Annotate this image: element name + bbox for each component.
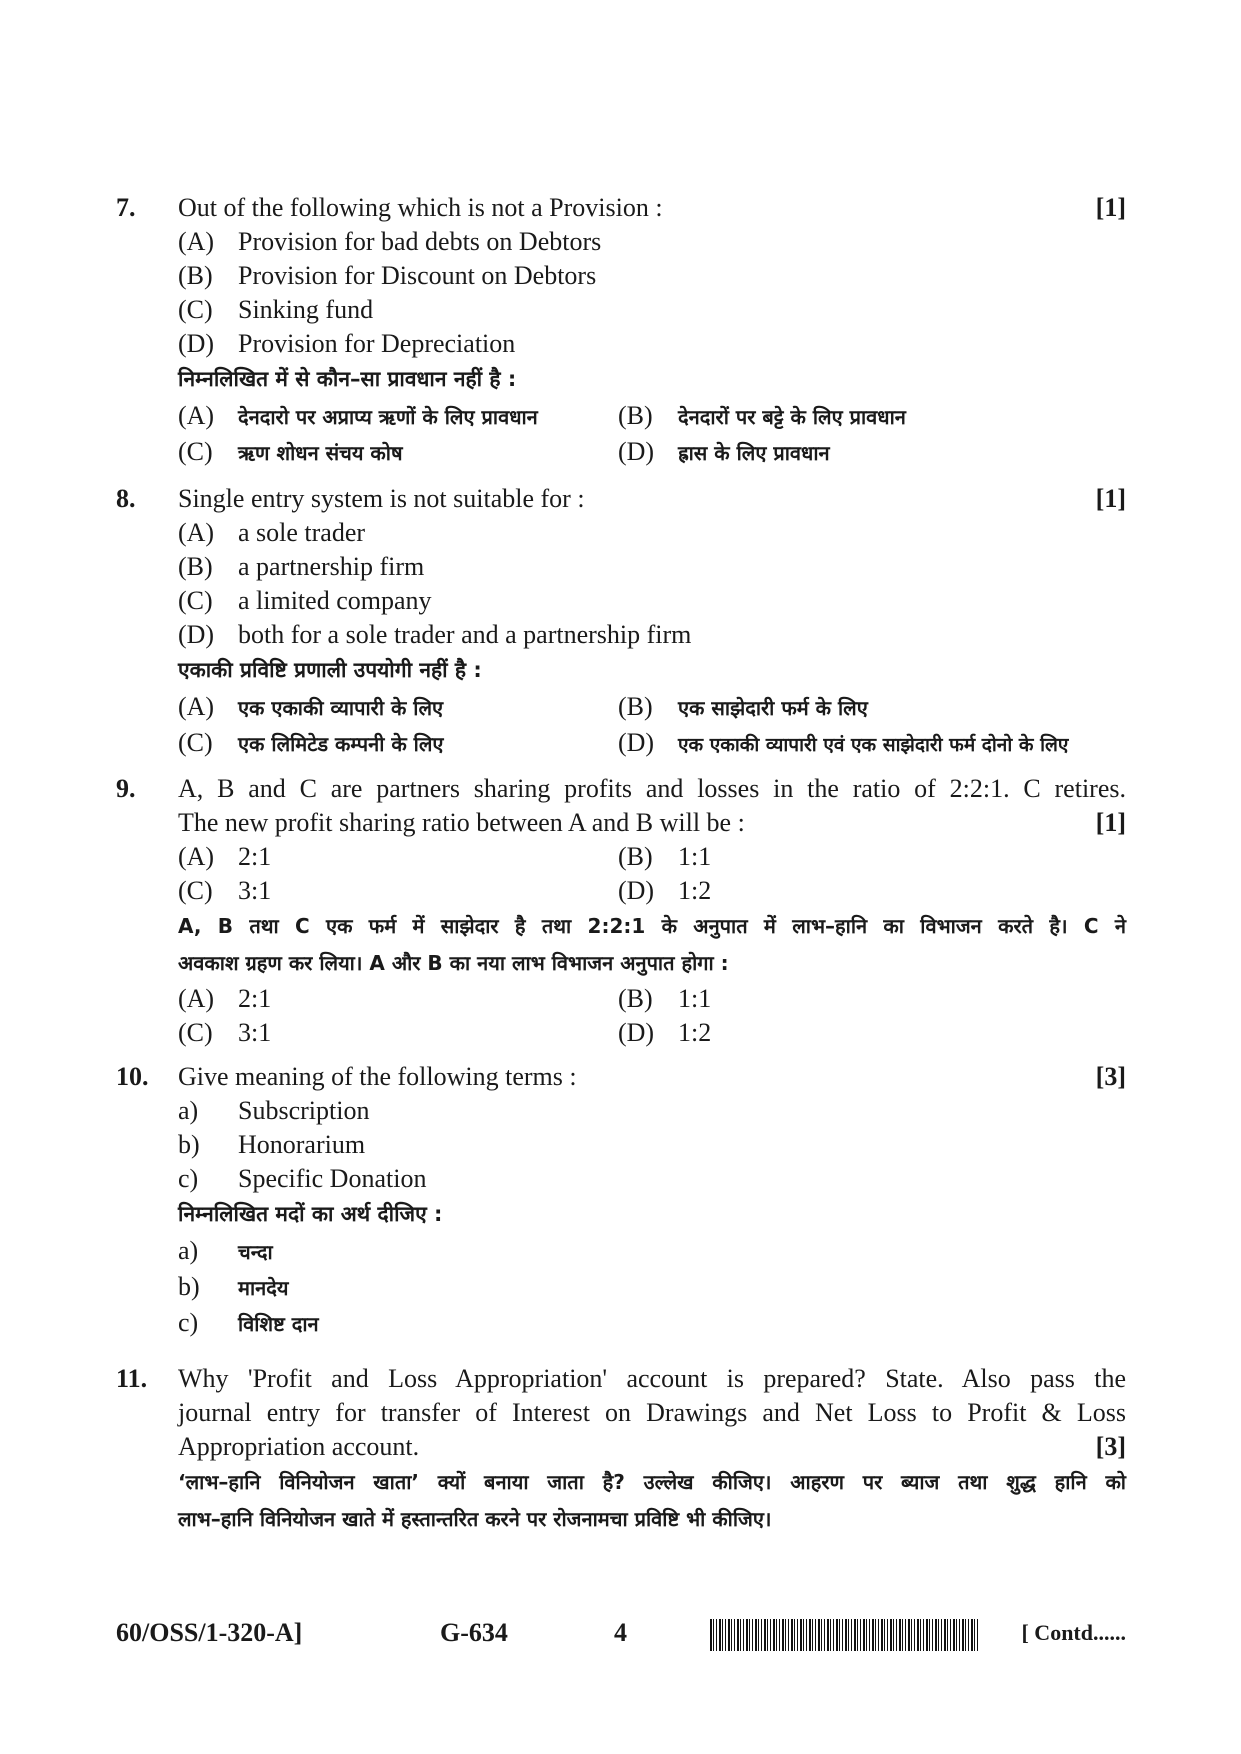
page-footer: [116, 1615, 1126, 1665]
hindi-option-row: (C) एक लिमिटेड कम्पनी के लिए (D) एक एकाकी व्यापारी एवं एक साझेदारी फर्म दोनो के लिए: [178, 728, 1069, 757]
list-item: c) Specific Donation: [178, 1164, 427, 1193]
question-number: 11.: [116, 1364, 148, 1393]
list-item: a) Subscription: [178, 1096, 370, 1125]
barcode-image: [710, 1619, 978, 1651]
option: (A) Provision for bad debts on Debtors: [178, 227, 602, 256]
question-text: Single entry system is not suitable for :: [178, 484, 585, 513]
series-code: G-634: [440, 1618, 508, 1647]
option: (A) a sole trader: [178, 518, 366, 547]
marks: [3]: [1095, 1432, 1126, 1461]
marks: [1]: [1095, 193, 1126, 222]
hindi-question-text: अवकाश ग्रहण कर लिया। A और B का नया लाभ विभाजन अनुपात होगा :: [178, 951, 729, 975]
question-text: Give meaning of the following terms :: [178, 1062, 577, 1091]
hindi-question-text: एकाकी प्रविष्टि प्रणाली उपयोगी नहीं है :: [178, 658, 482, 682]
hindi-option-row: (A) एक एकाकी व्यापारी के लिए (B) एक साझेदारी फर्म के लिए: [178, 692, 868, 721]
question-number: 9.: [116, 774, 136, 803]
hindi-list-item: c) विशिष्ट दान: [178, 1308, 319, 1337]
list-item: b) Honorarium: [178, 1130, 366, 1159]
question-10: [116, 1060, 1126, 1341]
marks: [3]: [1095, 1062, 1126, 1091]
hindi-option-row: (A) 2:1 (B) 1:1: [178, 984, 712, 1013]
hindi-list-item: a) चन्दा: [178, 1236, 273, 1265]
question-7: [116, 191, 1126, 470]
hindi-option-row: (C) ऋण शोधन संचय कोष (D) ह्रास के लिए प्रावधान: [178, 437, 830, 466]
hindi-option-row: (A) देनदारो पर अप्राप्य ऋणों के लिए प्रावधान (B) देनदारों पर बट्टे के लिए प्रावधान: [178, 401, 906, 430]
option: (B) Provision for Discount on Debtors: [178, 261, 597, 290]
question-text: Out of the following which is not a Provision :: [178, 193, 663, 222]
hindi-option-row: (C) 3:1 (D) 1:2: [178, 1018, 712, 1047]
hindi-list-item: b) मानदेय: [178, 1272, 289, 1301]
question-number: 10.: [116, 1062, 149, 1091]
hindi-question-text: A, B तथा C एक फर्म में साझेदार है तथा 2:2:1 के अनुपात में लाभ–हानि का विभाजन करते है। C ने: [178, 914, 1126, 938]
option: (C) Sinking fund: [178, 295, 374, 324]
question-9: [116, 772, 1126, 1050]
paper-code: 60/OSS/1-320-A]: [116, 1618, 303, 1647]
continued-label: [ Contd......: [1021, 1620, 1126, 1645]
question-text: Appropriation account.: [178, 1432, 420, 1461]
hindi-question-text: लाभ–हानि विनियोजन खाते में हस्तान्तरित करने पर रोजनामचा प्रविष्टि भी कीजिए।: [178, 1507, 772, 1531]
option: (D) both for a sole trader and a partnership firm: [178, 620, 692, 649]
option: (D) Provision for Depreciation: [178, 329, 516, 358]
question-8: [116, 482, 1126, 761]
question-text: journal entry for transfer of Interest on Drawings and Net Loss to Profit & Loss: [178, 1398, 1126, 1427]
page-number: 4: [614, 1618, 627, 1647]
question-11: [116, 1362, 1126, 1538]
marks: [1]: [1095, 808, 1126, 837]
option-row: (C) 3:1 (D) 1:2: [178, 876, 712, 905]
question-number: 8.: [116, 484, 136, 513]
question-text: Why 'Profit and Loss Appropriation' account is prepared? State. Also pass the: [178, 1364, 1126, 1393]
option: (B) a partnership firm: [178, 552, 425, 581]
option-row: (A) 2:1 (B) 1:1: [178, 842, 712, 871]
hindi-question-text: ‘लाभ–हानि विनियोजन खाता’ क्यों बनाया जाता है? उल्लेख कीजिए। आहरण पर ब्याज तथा शुद्ध हानि को: [178, 1470, 1126, 1494]
option: (C) a limited company: [178, 586, 432, 615]
question-text: A, B and C are partners sharing profits and losses in the ratio of 2:2:1. C retires.: [178, 774, 1126, 803]
hindi-question-text: निम्नलिखित मदों का अर्थ दीजिए :: [178, 1202, 443, 1226]
question-text: The new profit sharing ratio between A and B will be :: [178, 808, 745, 837]
marks: [1]: [1095, 484, 1126, 513]
hindi-question-text: निम्नलिखित में से कौन–सा प्रावधान नहीं है :: [178, 367, 517, 391]
question-number: 7.: [116, 193, 136, 222]
